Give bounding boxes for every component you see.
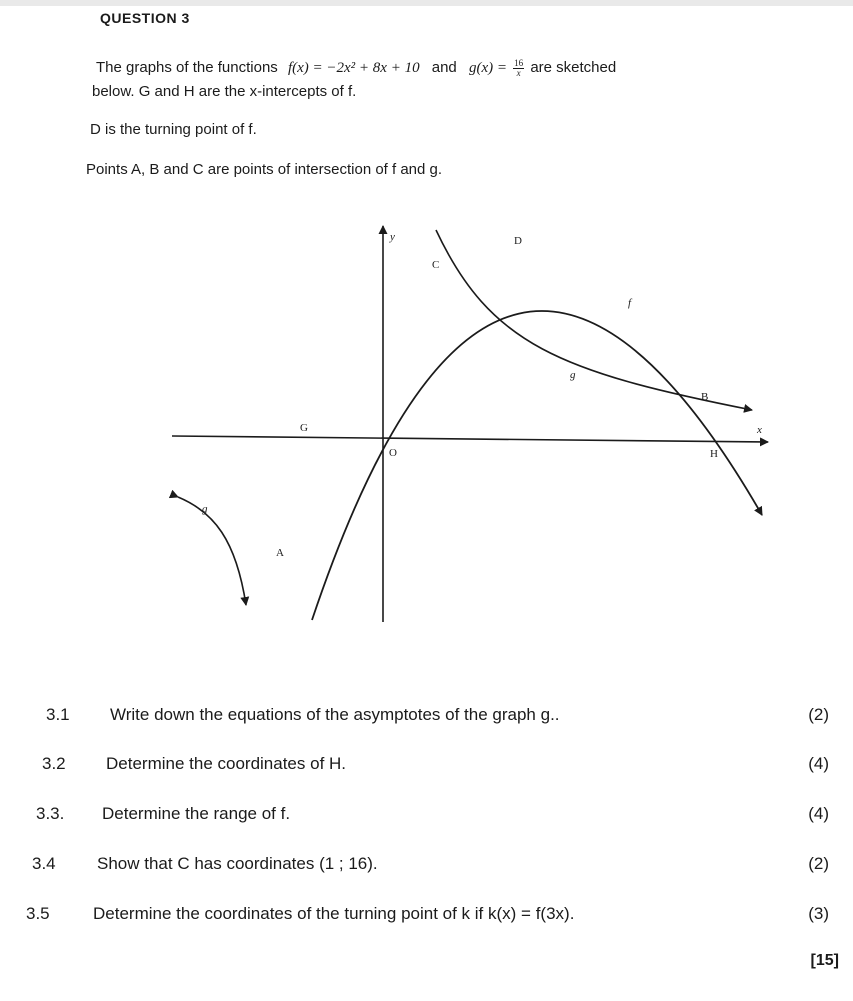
g-curve-label-right: g bbox=[570, 369, 576, 381]
function-graph bbox=[0, 200, 853, 640]
question-3-5 bbox=[0, 902, 853, 926]
question-marks: (3) bbox=[808, 904, 829, 923]
g-curve-label-left: g bbox=[202, 503, 208, 515]
g-denominator: x bbox=[516, 67, 521, 78]
y-axis-label: y bbox=[390, 231, 395, 243]
question-title: QUESTION 3 bbox=[100, 10, 190, 26]
point-H-label: H bbox=[710, 448, 718, 460]
g-definition-lhs: g(x) = bbox=[468, 60, 507, 76]
question-text: Determine the coordinates of H. bbox=[106, 754, 347, 773]
g-fraction bbox=[513, 59, 524, 78]
x-axis bbox=[172, 436, 768, 442]
intro-line-1 bbox=[96, 58, 616, 78]
point-A-label: A bbox=[276, 547, 284, 559]
intro-line-2: below. G and H are the x-intercepts of f. bbox=[92, 83, 357, 100]
g-numerator: 16 bbox=[514, 57, 524, 68]
question-marks: (4) bbox=[808, 754, 829, 773]
question-marks: (2) bbox=[808, 854, 829, 873]
intro-and: and bbox=[431, 59, 457, 76]
question-3-2 bbox=[0, 752, 853, 776]
parabola-f bbox=[312, 311, 762, 620]
intro-text-b: are sketched bbox=[530, 59, 617, 76]
point-D-label: D bbox=[514, 235, 522, 247]
point-B-label: B bbox=[701, 391, 709, 403]
question-number: 3.2 bbox=[42, 754, 66, 773]
question-text: Determine the range of f. bbox=[102, 804, 291, 823]
origin-label: O bbox=[389, 447, 397, 459]
question-number: 3.4 bbox=[32, 854, 56, 873]
question-text: Determine the coordinates of the turning point of k if k(x) = f(3x). bbox=[93, 904, 575, 923]
intro-line-3: D is the turning point of f. bbox=[90, 121, 257, 138]
f-curve-label: f bbox=[628, 297, 632, 309]
question-number: 3.5 bbox=[26, 904, 50, 923]
total-marks: [15] bbox=[810, 952, 839, 969]
question-number: 3.3. bbox=[36, 804, 65, 823]
question-3-3 bbox=[0, 802, 853, 826]
intro-line-4: Points A, B and C are points of intersection of f and g. bbox=[86, 161, 443, 178]
question-text: Show that C has coordinates (1 ; 16). bbox=[97, 854, 378, 873]
hyperbola-g-right-branch bbox=[436, 230, 752, 410]
page-edge bbox=[0, 0, 853, 6]
question-marks: (2) bbox=[808, 705, 829, 724]
question-3-4 bbox=[0, 852, 853, 876]
point-G-label: G bbox=[300, 422, 308, 434]
question-text: Write down the equations of the asymptotes of the graph g.. bbox=[110, 705, 560, 724]
question-3-1 bbox=[0, 703, 853, 727]
hyperbola-g-left-branch bbox=[178, 497, 246, 605]
question-number: 3.1 bbox=[46, 705, 70, 724]
x-axis-label: x bbox=[757, 424, 762, 436]
question-marks: (4) bbox=[808, 804, 829, 823]
intro-text-a: The graphs of the functions bbox=[96, 59, 278, 76]
f-definition: f(x) = −2x² + 8x + 10 bbox=[287, 60, 420, 76]
point-C-label: C bbox=[432, 259, 440, 271]
